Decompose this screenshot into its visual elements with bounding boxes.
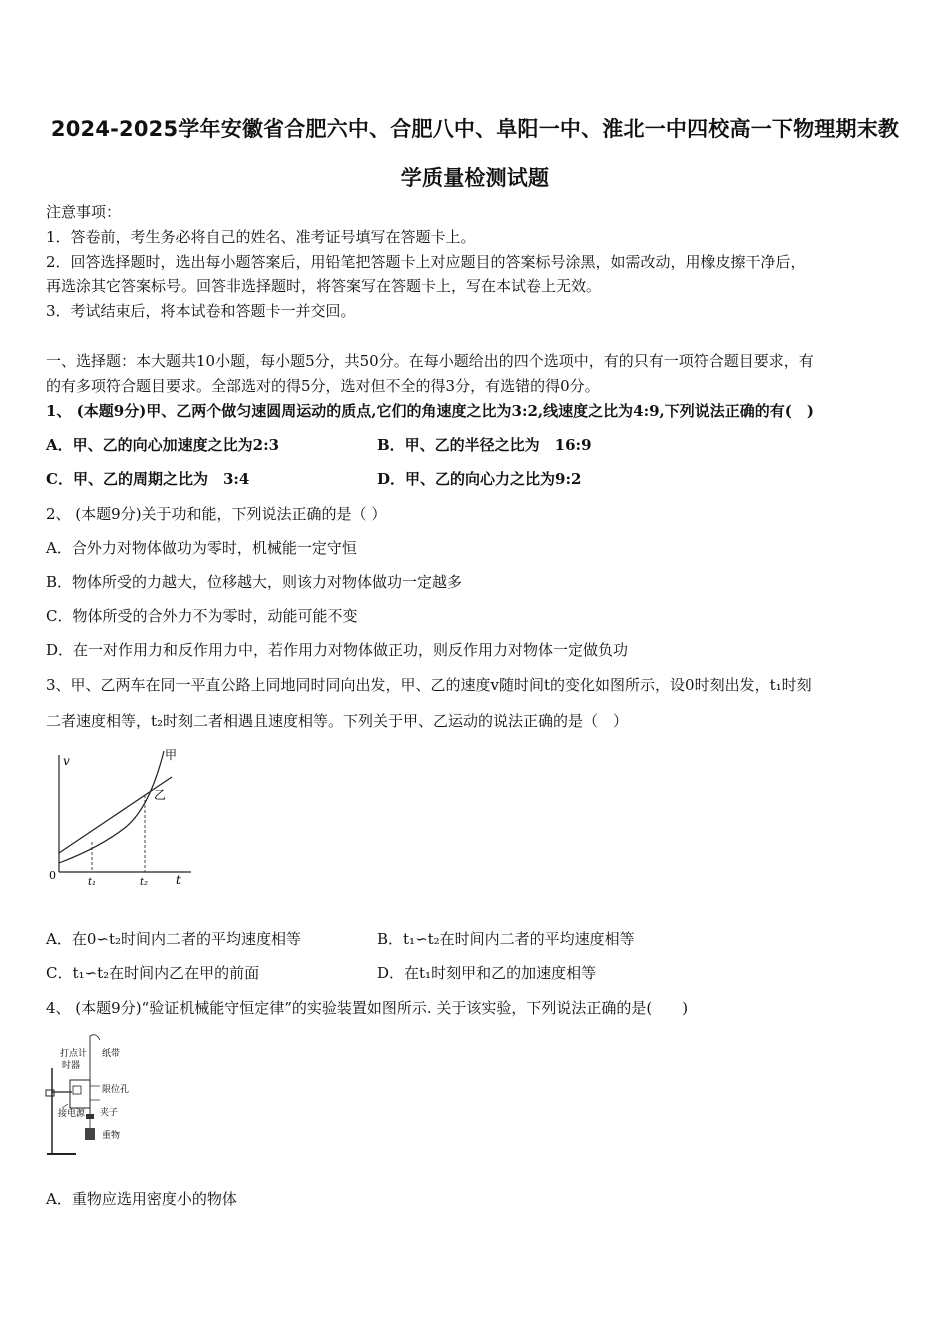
q1-option-d: D．甲、乙的向心力之比为9:2 — [377, 470, 582, 488]
notice-item-1: 1．答卷前，考生务必将自己的姓名、准考证号填写在答题卡上。 — [46, 228, 476, 246]
q3-option-d: D．在t₁时刻甲和乙的加速度相等 — [377, 964, 597, 982]
q3-option-c: C．t₁∽t₂在时间内乙在甲的前面 — [46, 964, 260, 982]
graph-yi-label: 乙 — [154, 788, 167, 802]
q3-velocity-time-graph — [46, 745, 206, 890]
exam-title-line1: 2024-2025学年安徽省合肥六中、合肥八中、阜阳一中、淮北一中四校高一下物理期末教 — [50, 117, 900, 141]
q2-option-d: D．在一对作用力和反作用力中，若作用力对物体做正功，则反作用力对物体一定做负功 — [46, 641, 629, 659]
label-timer-2: 时器 — [62, 1061, 81, 1071]
q3-stem-line2: 二者速度相等，t₂时刻二者相遇且速度相等。下列关于甲、乙运动的说法正确的是（ ） — [46, 712, 629, 730]
label-hole: 限位孔 — [102, 1085, 130, 1095]
q2-stem: 2、 (本题9分)关于功和能，下列说法正确的是（ ） — [46, 505, 387, 523]
q2-option-c: C．物体所受的合外力不为零时，动能可能不变 — [46, 607, 358, 625]
q1-option-b: B．甲、乙的半径之比为 16:9 — [377, 436, 592, 454]
label-power: 接电源 — [58, 1109, 86, 1119]
q2-option-a: A．合外力对物体做功为零时，机械能一定守恒 — [46, 539, 357, 557]
section-header-line1: 一、选择题：本大题共10小题，每小题5分，共50分。在每小题给出的四个选项中，有的只有一项符合题目要求，有 — [46, 352, 814, 370]
q3-option-b: B．t₁∽t₂在时间内二者的平均速度相等 — [377, 930, 635, 948]
q2-option-b: B．物体所受的力越大，位移越大，则该力对物体做功一定越多 — [46, 573, 463, 591]
graph-t1: t₁ — [88, 877, 97, 888]
graph-v-label: v — [63, 754, 70, 768]
notice-item-2-cont: 再选涂其它答案标号。回答非选择题时，将答案写在答题卡上，写在本试卷上无效。 — [46, 277, 602, 295]
notice-item-3: 3．考试结束后，将本试卷和答题卡一并交回。 — [46, 302, 356, 320]
graph-t2: t₂ — [140, 877, 149, 888]
label-weight: 重物 — [102, 1131, 121, 1141]
notice-heading: 注意事项： — [46, 203, 122, 221]
notice-item-2: 2．回答选择题时，选出每小题答案后，用铅笔把答题卡上对应题目的答案标号涂黑，如需改动，用橡皮擦干净后， — [46, 253, 806, 271]
q4-apparatus-diagram — [44, 1028, 154, 1163]
q4-stem: 4、 (本题9分)“验证机械能守恒定律”的实验装置如图所示. 关于该实验，下列说法正确的是( ) — [46, 999, 689, 1017]
label-clip: 夹子 — [100, 1108, 119, 1118]
q1-option-a: A．甲、乙的向心加速度之比为2:3 — [46, 436, 280, 454]
label-tape: 纸带 — [102, 1049, 121, 1059]
graph-origin: 0 — [49, 869, 56, 882]
graph-t-label: t — [176, 873, 181, 887]
q4-option-a: A．重物应选用密度小的物体 — [46, 1190, 237, 1208]
section-header-line2: 的有多项符合题目要求。全部选对的得5分，选对但不全的得3分，有选错的得0分。 — [46, 377, 600, 395]
label-timer: 打点计 — [60, 1049, 88, 1059]
q1-stem: 1、 (本题9分)甲、乙两个做匀速圆周运动的质点,它们的角速度之比为3:2,线速度之比为4:9,下列说法正确的有( ) — [46, 402, 814, 420]
q1-option-c: C．甲、乙的周期之比为 3:4 — [46, 470, 250, 488]
jia-curve — [59, 751, 167, 863]
graph-jia-label: 甲 — [165, 748, 178, 762]
q3-stem-line1: 3、甲、乙两车在同一平直公路上同地同时同向出发，甲、乙的速度v随时间t的变化如图所示，设0时刻出发，t₁时刻 — [46, 676, 812, 694]
exam-title-line2: 学质量检测试题 — [400, 166, 550, 190]
q3-option-a: A．在0∽t₂时间内二者的平均速度相等 — [46, 930, 301, 948]
